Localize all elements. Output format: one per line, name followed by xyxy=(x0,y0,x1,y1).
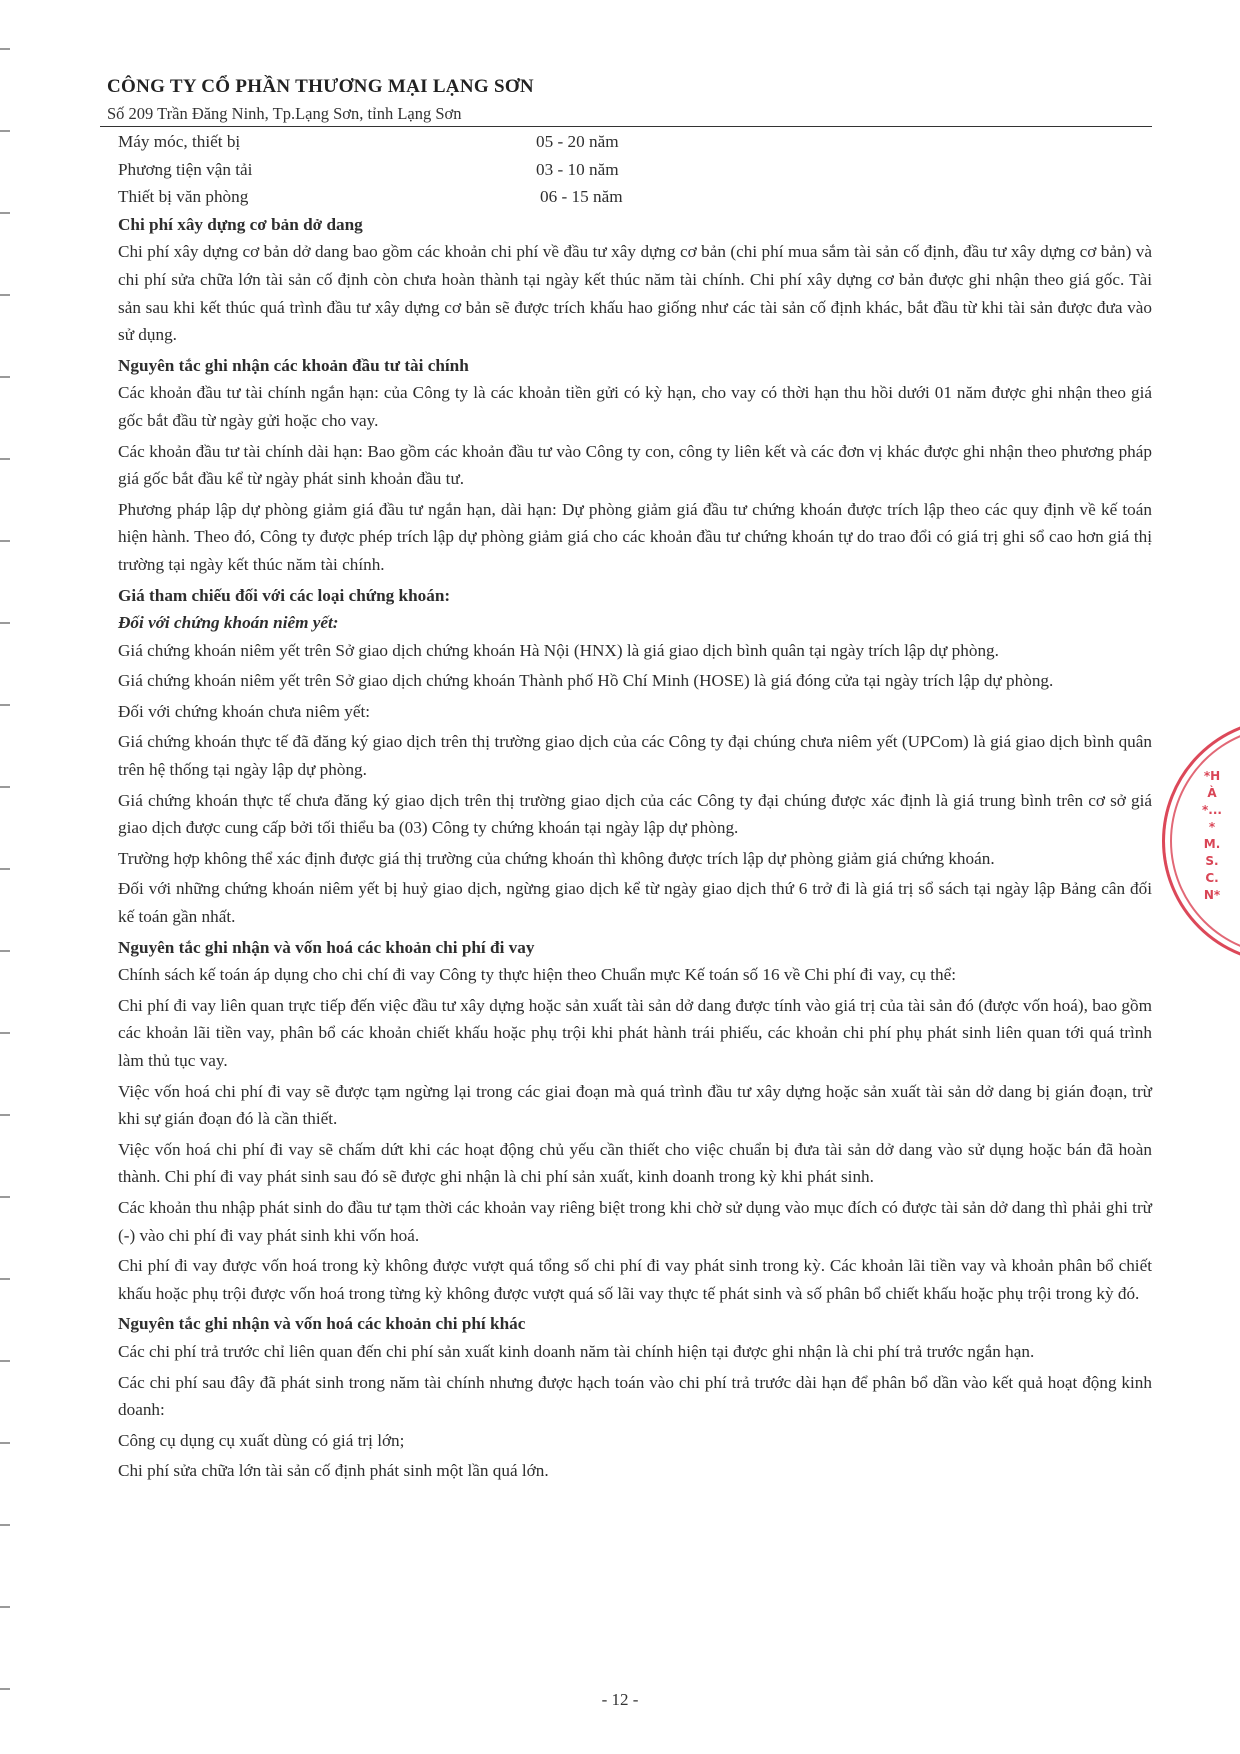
paragraph: Trường hợp không thể xác định được giá thị trường của chứng khoán thì không được trích lập dự phòng giảm giá chứng khoán. xyxy=(118,848,995,868)
paragraph: Việc vốn hoá chi phí đi vay sẽ chấm dứt khi các hoạt động chủ yếu cần thiết cho việc chuẩn bị đưa tài sản dở dang vào sử dụng hoặc bán đã hoàn thành. Chi phí đi vay phát sinh sau đó sẽ được ghi nhận là chi phí sản xuất, kinh doanh trong kỳ khi phát sinh. xyxy=(118,1139,1152,1187)
depreciation-row xyxy=(118,128,1152,156)
useful-life: 06 - 15 năm xyxy=(540,187,623,207)
asset-name: Máy móc, thiết bị xyxy=(118,132,241,151)
paragraph: Các chi phí sau đây đã phát sinh trong năm tài chính nhưng được hạch toán vào chi phí trả trước dài hạn để phân bổ dần vào kết quả hoạt động kinh doanh: xyxy=(118,1372,1152,1420)
company-seal xyxy=(1162,718,1240,958)
header-rule xyxy=(100,126,1152,127)
page-number: - 12 - xyxy=(601,1690,639,1709)
paragraph: Giá chứng khoán thực tế đã đăng ký giao dịch trên thị trường giao dịch của các Công ty đại chúng chưa niêm yết (UPCom) là giá giao dịch bình quân trên hệ thống tại ngày lập dự phòng. xyxy=(118,732,1152,780)
paragraph: Đối với những chứng khoán niêm yết bị huỷ giao dịch, ngừng giao dịch kể từ ngày giao dịch thứ 6 trở đi là giá trị sổ sách tại ngày lập Bảng cân đối kế toán gần nhất. xyxy=(118,879,1152,927)
paragraph: Các khoản đầu tư tài chính dài hạn: Bao gồm các khoản đầu tư vào Công ty con, công ty liên kết và các đơn vị khác được ghi nhận theo phương pháp giá gốc bắt đầu kể từ ngày phát sinh khoản đầu tư. xyxy=(118,441,1152,489)
useful-life: 03 - 10 năm xyxy=(536,159,619,179)
useful-life: 05 - 20 năm xyxy=(536,132,619,151)
section-heading-borrowing-costs: Nguyên tắc ghi nhận và vốn hoá các khoản chi phí đi vay xyxy=(118,937,535,957)
paragraph: Các khoản đầu tư tài chính ngắn hạn: của Công ty là các khoản tiền gửi có kỳ hạn, cho vay có thời hạn thu hồi dưới 01 năm được ghi nhận theo giá gốc bắt đầu từ ngày gửi hoặc cho vay. xyxy=(118,383,1152,430)
asset-name: Phương tiện vận tải xyxy=(118,159,253,179)
depreciation-row xyxy=(118,156,1152,184)
subheading-listed-securities: Đối với chứng khoán niêm yết: xyxy=(118,613,339,633)
section-heading-securities: Giá tham chiếu đối với các loại chứng khoán: xyxy=(118,585,451,605)
company-name: CÔNG TY CỔ PHẦN THƯƠNG MẠI LẠNG SƠN xyxy=(107,76,534,97)
seal-text: *HÀ*...*M.S.C.N* xyxy=(1202,769,1222,902)
paragraph: Chi phí xây dựng cơ bản dở dang bao gồm các khoản chi phí về đầu tư xây dựng cơ bản (chi phí mua sắm tài sản cố định, đầu tư xây dựng cơ bản) và chi phí sửa chữa lớn tài sản cố định còn chưa hoàn thành tại ngày kết thúc năm tài chính. Chi phí xây dựng cơ bản được ghi nhận theo giá gốc. Tài sản sau khi kết thúc quá trình đầu tư xây dựng cơ bản sẽ được trích khấu hao giống như các tài sản cố định khác, bắt đầu từ khi tài sản được đưa vào sử dụng. xyxy=(118,242,1152,345)
paragraph: Các chi phí trả trước chỉ liên quan đến chi phí sản xuất kinh doanh năm tài chính hiện tại được ghi nhận là chi phí trả trước ngắn hạn. xyxy=(118,1341,1035,1361)
depreciation-row xyxy=(118,183,1152,211)
paragraph: Giá chứng khoán niêm yết trên Sở giao dịch chứng khoán Thành phố Hồ Chí Minh (HOSE) là giá đóng cửa tại ngày trích lập dự phòng. xyxy=(118,671,1054,691)
paragraph: Phương pháp lập dự phòng giảm giá đầu tư ngắn hạn, dài hạn: Dự phòng giảm giá đầu tư chứng khoán được trích lập theo các quy định về kế toán hiện hành. Theo đó, Công ty được phép trích lập dự phòng giảm giá cho các khoản đầu tư chứng khoán tự do trao đổi có giá trị ghi sổ cao hơn giá thị trường tại ngày kết thúc năm tài chính. xyxy=(118,499,1152,574)
paragraph: Chi phí đi vay liên quan trực tiếp đến việc đầu tư xây dựng hoặc sản xuất tài sản dở dang được tính vào giá trị của tài sản đó (được vốn hoá), bao gồm các khoản lãi tiền vay, phân bổ các khoản chiết khấu hoặc phụ trội khi phát hành trái phiếu, các khoản chi phí phụ phát sinh liên quan tới quá trình làm thủ tục vay. xyxy=(118,995,1152,1070)
section-heading-investments: Nguyên tắc ghi nhận các khoản đầu tư tài chính xyxy=(118,355,469,375)
section-heading-construction: Chi phí xây dựng cơ bản dở dang xyxy=(118,214,363,234)
paragraph: Các khoản thu nhập phát sinh do đầu tư tạm thời các khoản vay riêng biệt trong khi chờ sử dụng vào mục đích có được tài sản dở dang thì phải ghi trừ (-) vào chi phí đi vay phát sinh khi vốn hoá. xyxy=(118,1197,1152,1245)
seal-ring xyxy=(1162,718,1240,958)
document-body xyxy=(118,128,1152,1488)
section-heading-other-costs: Nguyên tắc ghi nhận và vốn hoá các khoản chi phí khác xyxy=(118,1314,526,1334)
binding-edge-marks xyxy=(0,0,14,1754)
paragraph: Đối với chứng khoán chưa niêm yết: xyxy=(118,701,371,721)
paragraph: Giá chứng khoán niêm yết trên Sở giao dịch chứng khoán Hà Nội (HNX) là giá giao dịch bình quân tại ngày trích lập dự phòng. xyxy=(118,640,999,660)
company-address: Số 209 Trần Đăng Ninh, Tp.Lạng Sơn, tỉnh Lạng Sơn xyxy=(107,104,462,123)
paragraph: Giá chứng khoán thực tế chưa đăng ký giao dịch trên thị trường giao dịch của các Công ty đại chúng được xác định là giá trung bình trên cơ sở giá giao dịch được cung cấp bởi tối thiểu ba (03) Công ty chứng khoán tại ngày lập dự phòng. xyxy=(118,790,1152,838)
depreciation-table xyxy=(118,128,1152,211)
paragraph: Việc vốn hoá chi phí đi vay sẽ được tạm ngừng lại trong các giai đoạn mà quá trình đầu tư xây dựng hoặc sản xuất tài sản dở dang bị gián đoạn, trừ khi sự gián đoạn đó là cần thiết. xyxy=(118,1081,1152,1129)
paragraph: Chính sách kế toán áp dụng cho chi chí đi vay Công ty thực hiện theo Chuẩn mực Kế toán số 16 về Chi phí đi vay, cụ thể: xyxy=(118,965,957,985)
paragraph: Chi phí đi vay được vốn hoá trong kỳ không được vượt quá tổng số chi phí đi vay phát sinh trong kỳ. Các khoản lãi tiền vay và khoản phân bổ chiết khấu hoặc phụ trội được vốn hoá trong từng kỳ không được vượt quá số lãi vay thực tế phát sinh và số phân bổ chiết khấu hoặc phụ trội trong kỳ đó. xyxy=(118,1256,1152,1303)
asset-name: Thiết bị văn phòng xyxy=(118,187,249,207)
paragraph: Chi phí sửa chữa lớn tài sản cố định phát sinh một lần quá lớn. xyxy=(118,1461,549,1481)
paragraph: Công cụ dụng cụ xuất dùng có giá trị lớn; xyxy=(118,1430,405,1450)
